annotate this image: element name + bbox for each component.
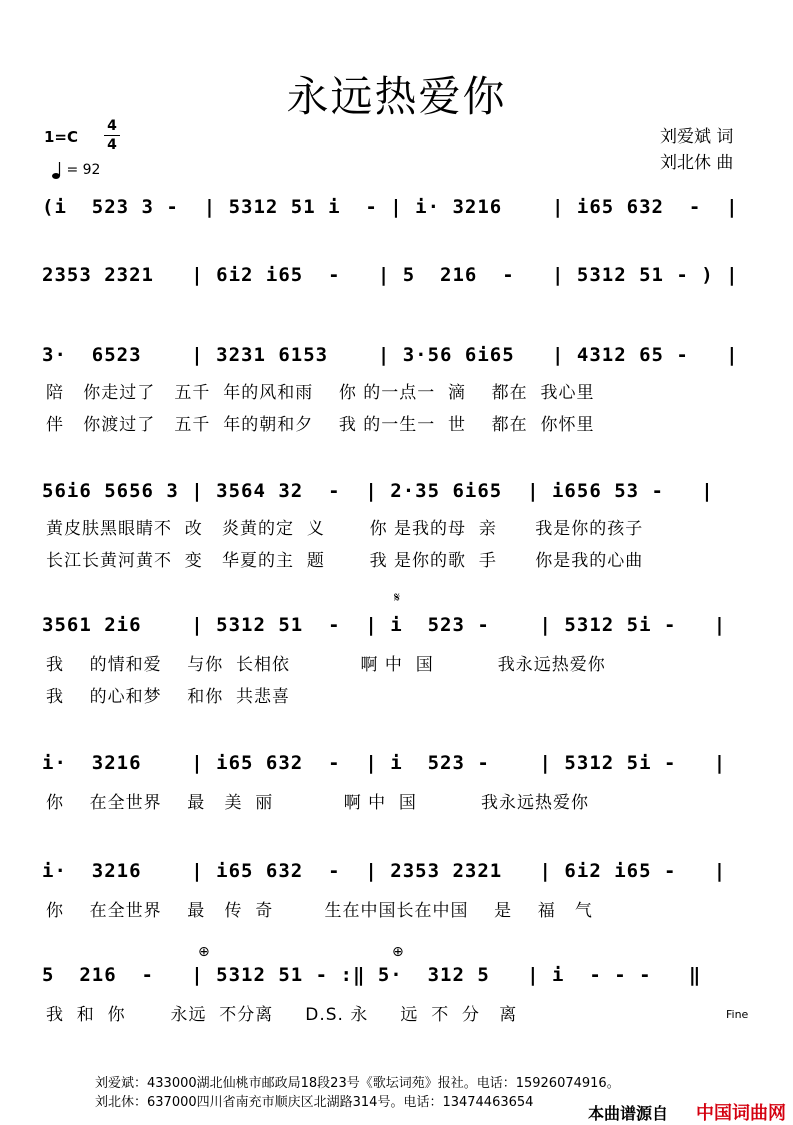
- lyric-verse-2: 我 的心和梦 和你 共悲喜: [46, 687, 291, 707]
- segno-symbol: 𝄋: [394, 590, 401, 606]
- jianpu-notes: 56i6 5656 3 | 3564 32 - | 2·35 6i65 | i656 53 - |: [42, 480, 714, 502]
- lyric-verse-2: 长江长黄河黄不 变 华夏的主 题 我 是你的歌 手 你是我的心曲: [46, 551, 644, 571]
- lyric-verse-1: 你 在全世界 最 美 丽 啊 中 国 我永远热爱你: [46, 793, 589, 813]
- key-signature: 1=C: [44, 128, 79, 146]
- coda-symbol: ⊕: [198, 944, 210, 960]
- source-label: 本曲谱源自: [588, 1104, 669, 1123]
- jianpu-notes: i· 3216 | i65 632 - | i 523 - | 5312 5i - |: [42, 752, 727, 774]
- jianpu-notes: (i 523 3 - | 5312 51 i - | i· 3216 | i65 632 - |: [42, 196, 739, 218]
- lyric-verse-1: 我 和 你 永远 不分离 D.S. 永 远 不 分 离: [46, 1005, 518, 1025]
- lyric-verse-1: 你 在全世界 最 传 奇 生在中国长在中国 是 福 气: [46, 901, 593, 921]
- jianpu-notes: 3561 2i6 | 5312 51 - | i 523 - | 5312 5i - |: [42, 614, 727, 636]
- jianpu-notes: 2353 2321 | 6i2 i65 - | 5 216 - | 5312 51 - ) |: [42, 264, 739, 286]
- time-signature-top: 4: [107, 118, 117, 134]
- fine-marking: Fine: [726, 1008, 749, 1021]
- lyric-verse-1: 陪 你走过了 五千 年的风和雨 你 的一点一 滴 都在 我心里: [46, 383, 595, 403]
- footer-contact-composer: 刘北休：637000四川省南充市顺庆区北湖路314号。电话：13474463654: [95, 1095, 534, 1110]
- footer-contact-lyricist: 刘爱斌：433000湖北仙桃市邮政局18段23号《歌坛词苑》报社。电话：15926074916。: [95, 1076, 620, 1091]
- site-name-link[interactable]: 中国词曲网: [696, 1103, 786, 1124]
- jianpu-notes: 5 216 - | 5312 51 - :‖ 5· 312 5 | i - - - ‖: [42, 964, 702, 986]
- lyricist-credit: 刘爱斌 词: [660, 127, 734, 147]
- quarter-note-icon: [52, 160, 62, 180]
- jianpu-notes: 3· 6523 | 3231 6153 | 3·56 6i65 | 4312 65 - |: [42, 344, 739, 366]
- page-title: 永远热爱你: [286, 72, 507, 121]
- lyric-verse-1: 黄皮肤黑眼睛不 改 炎黄的定 义 你 是我的母 亲 我是你的孩子: [46, 519, 644, 539]
- tempo-marking: [52, 160, 100, 180]
- time-signature-bottom: 4: [107, 137, 117, 153]
- composer-credit: 刘北休 曲: [660, 153, 734, 173]
- coda-symbol: ⊕: [392, 944, 404, 960]
- time-signature: [104, 118, 120, 153]
- jianpu-notes: i· 3216 | i65 632 - | 2353 2321 | 6i2 i65 - |: [42, 860, 727, 882]
- time-signature-divider: [104, 135, 120, 136]
- lyric-verse-2: 伴 你渡过了 五千 年的朝和夕 我 的一生一 世 都在 你怀里: [46, 415, 595, 435]
- tempo-value: = 92: [66, 162, 101, 178]
- lyric-verse-1: 我 的情和爱 与你 长相依 啊 中 国 我永远热爱你: [46, 655, 606, 675]
